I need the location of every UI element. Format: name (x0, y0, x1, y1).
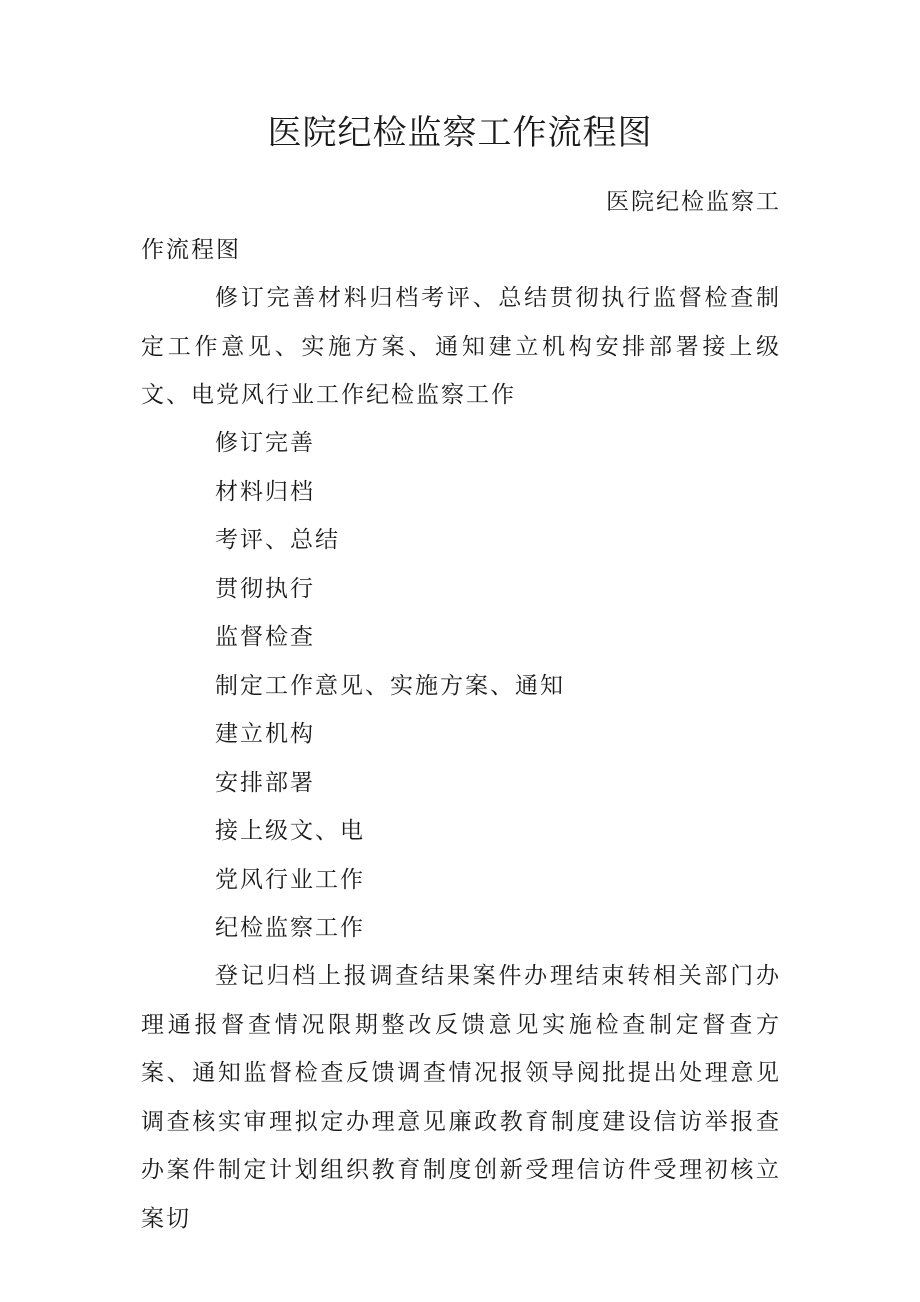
list-item: 建立机构 (215, 721, 315, 747)
list-item: 修订完善 (215, 430, 315, 456)
list-item: 党风行业工作 (215, 866, 365, 893)
paragraph-1-block (141, 274, 781, 420)
paragraph-2-block (141, 952, 781, 1243)
list-item: 接上级文、电 (215, 818, 365, 844)
paragraph-1: 修订完善材料归档考评、总结贯彻执行监督检查制定工作意见、实施方案、通知建立机构安排部署接上级文、电党风行业工作纪检监察工作 (141, 285, 781, 408)
list-item: 考评、总结 (215, 527, 340, 553)
subtitle-line-1: 医院纪检监察工 (606, 189, 781, 215)
subtitle-line-2: 作流程图 (141, 237, 241, 263)
list-item: 贯彻执行 (215, 575, 315, 602)
paragraph-2: 登记归档上报调查结果案件办理结束转相关部门办理通报督查情况限期整改反馈意见实施检查制定督查方案、通知监督检查反馈调查情况报领导阅批提出处理意见调查核实审理拟定办理意见廉政教育制度建设信访举报查办案件制定计划组织教育制度创新受理信访件受理初核立案切 (141, 963, 781, 1232)
document-title: 医院纪检监察工作流程图 (267, 113, 653, 153)
list-item: 材料归档 (215, 478, 315, 505)
list-item: 纪检监察工作 (215, 915, 365, 941)
list-item: 制定工作意见、实施方案、通知 (215, 672, 565, 699)
process-step-list (141, 419, 781, 953)
list-item: 安排部署 (215, 769, 315, 796)
list-item: 监督检查 (215, 624, 315, 650)
